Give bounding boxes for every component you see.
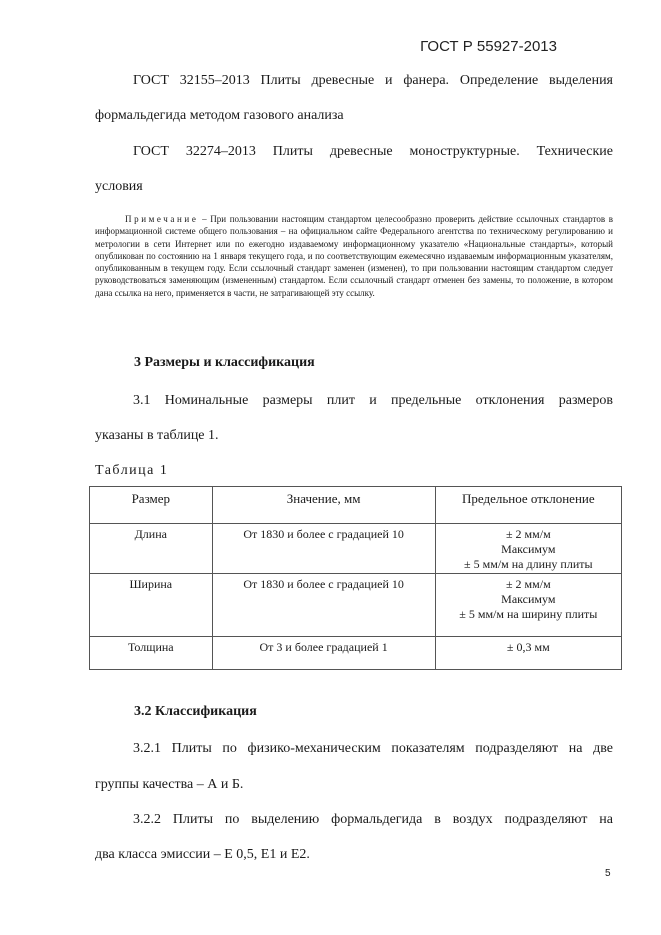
cell-deviation xyxy=(435,574,621,637)
table-header-row xyxy=(90,487,622,524)
paragraph-3-2-1-line2: группы качества – А и Б. xyxy=(95,777,244,792)
deviation-line: Максимум xyxy=(501,542,556,556)
dimensions-table xyxy=(89,486,622,670)
header-value: Значение, мм xyxy=(212,487,435,524)
table-row xyxy=(90,524,622,574)
deviation-line: ± 2 мм/м xyxy=(505,577,551,591)
section-3-2-heading: 3.2 Классификация xyxy=(134,704,257,719)
note-label: Примечание xyxy=(125,214,199,224)
document-code-header: ГОСТ Р 55927-2013 xyxy=(420,38,557,55)
note-paragraph xyxy=(95,213,613,299)
paragraph-3-2-2-line1: 3.2.2 Плиты по выделению формальдегида в воздух подразделяют на xyxy=(133,812,613,827)
cell-size: Ширина xyxy=(90,574,213,637)
section-3-heading: 3 Размеры и классификация xyxy=(134,355,315,370)
paragraph-3-1-line2: указаны в таблице 1. xyxy=(95,428,219,443)
cell-deviation xyxy=(435,637,621,670)
paragraph-3-1-line1: 3.1 Номинальные размеры плит и предельные отклонения размеров xyxy=(133,393,613,408)
reference-1-line2: формальдегида методом газового анализа xyxy=(95,108,344,123)
reference-2-line1: ГОСТ 32274–2013 Плиты древесные моноструктурные. Технические xyxy=(133,144,613,159)
table-caption: Таблица 1 xyxy=(95,463,169,478)
reference-2-line2: условия xyxy=(95,179,143,194)
header-deviation: Предельное отклонение xyxy=(435,487,621,524)
paragraph-3-2-1-line1: 3.2.1 Плиты по физико-механическим показателям подразделяют на две xyxy=(133,741,613,756)
cell-size: Толщина xyxy=(90,637,213,670)
cell-value: От 3 и более градацией 1 xyxy=(212,637,435,670)
note-text: – При пользовании настоящим стандартом целесообразно проверить действие ссылочных стандартов в информационной системе общего пользования – на официальном сайте Федерального агентства по техническому регулированию и метрологии в сети Интернет или по ежегодно издаваемому информационному указателю «Национальные стандарты», который опубликован по состоянию на 1 января текущего года, и по соответствующим ежемесячно издаваемым информационным указателям, опубликованным в текущем году. Если ссылочный стандарт заменен (изменен), то при пользовании настоящим стандартом следует руководствоваться заменяющим (измененным) стандартом. Если ссылочный стандарт отменен без замены, то положение, в котором дана ссылка на него, применяется в части, не затрагивающей эту ссылку. xyxy=(95,214,613,298)
deviation-line: ± 0,3 мм xyxy=(506,640,550,654)
deviation-line: ± 5 мм/м на ширину плиты xyxy=(459,607,598,621)
table-row xyxy=(90,637,622,670)
table-row xyxy=(90,574,622,637)
deviation-line: Максимум xyxy=(501,592,556,606)
deviation-line: ± 2 мм/м xyxy=(505,527,551,541)
deviation-line: ± 5 мм/м на длину плиты xyxy=(464,557,593,571)
cell-value: От 1830 и более с градацией 10 xyxy=(212,524,435,574)
cell-size: Длина xyxy=(90,524,213,574)
paragraph-3-2-2-line2: два класса эмиссии – Е 0,5, Е1 и Е2. xyxy=(95,847,310,862)
cell-value: От 1830 и более с градацией 10 xyxy=(212,574,435,637)
cell-deviation xyxy=(435,524,621,574)
page-number: 5 xyxy=(605,868,611,879)
header-size: Размер xyxy=(90,487,213,524)
reference-1-line1: ГОСТ 32155–2013 Плиты древесные и фанера. Определение выделения xyxy=(133,73,613,88)
